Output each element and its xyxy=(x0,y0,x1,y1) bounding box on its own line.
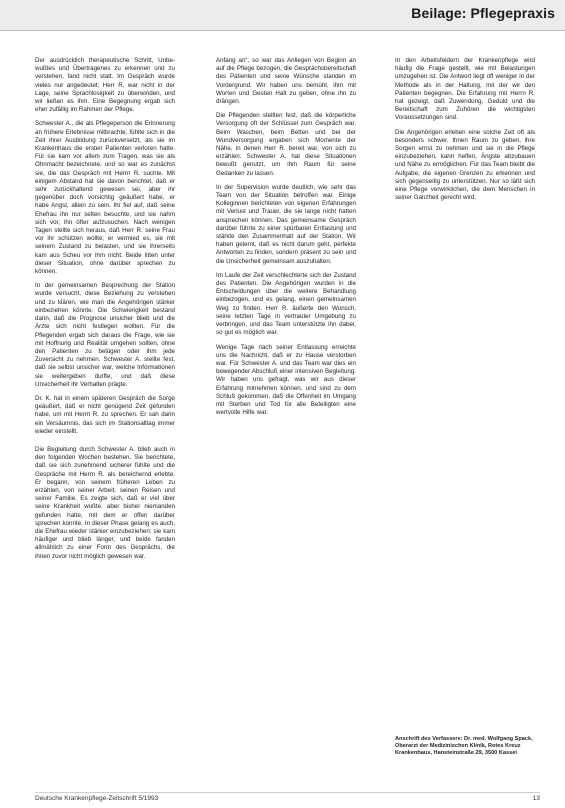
paragraph: In der Supervision wurde deutlich, wie sehr das Team von der Situation betroffen war. Einige Kolleginnen berichteten von eigenen Erfahrungen mit Verlust und Trauer, die sie lange nicht hatten ansprechen können. Das gemeinsame Gespräch darüber führte zu einer spürbaren Entlastung und stärkte den Zusammenhalt auf der Station. Wir haben gelernt, daß es nicht darum geht, perfekte Antworten zu finden, sondern präsent zu sein und die Unsicherheit gemeinsam auszuhalten. xyxy=(216,183,356,265)
paragraph: In den Arbeitsfeldern der Krankenpflege wird häufig die Frage gestellt, wie mit Belastungen umzugehen ist. Die Antwort liegt oft weniger in der Methode als in der Haltung, mit der wir den Patienten begegnen. Die Erfahrung mit Herrn R. hat gezeigt, daß Zuwendung, Geduld und die Bereitschaft zum Zuhören die wichtigsten Voraussetzungen sind. xyxy=(395,57,535,122)
paragraph: Die Pflegenden stellten fest, daß die körperliche Versorgung oft der Schlüssel zum Gespräch war. Beim Waschen, beim Betten und bei der Wundversorgung ergaben sich Momente der Nähe, in denen Herr R. bereit war, von sich zu erzählen. Schwester A. hat diese Situationen bewußt genutzt, um ihm Raum für seine Gedanken zu lassen. xyxy=(216,112,356,177)
paragraph: Die Begleitung durch Schwester A. blieb auch in den folgenden Wochen bestehen. Sie berichtete, daß sie sich zunehmend sicherer fühlte und die Gespräche mit Herrn R. als bereichernd erlebte. Er begann, von seinem früheren Leben zu erzählen, von seiner Arbeit, seinen Reisen und seiner Familie. Es zeigte sich, daß er viel über seine Krankheit wußte, aber bisher niemanden gefunden hatte, mit dem er offen darüber sprechen konnte. In dieser Phase gelang es auch, die Ehefrau wieder stärker einzubeziehen; sie kam häufiger und blieb länger, und beide fanden allmählich zu einer Form des Gesprächs, die ihnen zuvor nicht möglich gewesen war. xyxy=(35,445,175,560)
text-column-1 xyxy=(35,57,175,775)
paragraph: Dr. K. hat in einem späteren Gespräch die Sorge geäußert, daß er nicht genügend Zeit gefunden habe, um mit Herrn R. zu sprechen. Er sah darin ein Versäumnis, das sich im Stationsalltag immer wieder einstellt. xyxy=(35,394,175,435)
paragraph: Im Laufe der Zeit verschlechterte sich der Zustand des Patienten. Die Angehörigen wurden in die Entscheidungen über die weitere Behandlung einbezogen, und es gelang, einen gemeinsamen Weg zu finden. Herr R. äußerte den Wunsch, seine letzten Tage in vertrauter Umgebung zu verbringen, und das Team unterstützte ihn dabei, so gut es möglich war. xyxy=(216,271,356,337)
page-number: 13 xyxy=(532,795,540,802)
paragraph: Die Angehörigen erleben eine solche Zeit oft als besonders schwer. Ihnen Raum zu geben, ihre Sorgen ernst zu nehmen und sie in die Pflege einzubeziehen, kann helfen, Ängste abzubauen und Nähe zu ermöglichen. Für das Team bleibt die Aufgabe, die eigenen Grenzen zu erkennen und sich gegenseitig zu unterstützen. Nur so läßt sich eine Pflege verwirklichen, die dem Menschen in seiner Ganzheit gerecht wird. xyxy=(395,128,535,202)
text-column-3 xyxy=(395,57,535,307)
paragraph: Wenige Tage nach seiner Entlassung erreichte uns die Nachricht, daß er zu Hause verstorben war. Für Schwester A. und das Team war dies ein bewegender Abschluß einer intensiven Begleitung. Wir haben uns gefragt, was wir aus dieser Erfahrung mitnehmen können, und sind zu dem Schluß gekommen, daß die Offenheit im Umgang mit Sterben und Tod für alle Beteiligten eine wertvolle Hilfe war. xyxy=(216,343,356,417)
paragraph: Schwester A., die als Pflegeperson die Erinnerung an frühere Erlebnisse mitbrachte, fühlte sich in die Zeit ihrer Ausbildung zurückversetzt, als sie im Krankenhaus die ersten Patienten verloren hatte. Für sie kam vor allem zum Tragen, was sie als Ohnmacht bezeichnete, und so war es zunächst sie, die das Gespräch mit Herrn R. suchte. Mit einigem Abstand hat sie davon berichtet, daß er sehr zurückhaltend gewesen sei, aber ihr gegenüber doch vorsichtig geäußert habe, er habe Angst, allein zu sein. Ihr fiel auf, daß seine Ehefrau ihn nur selten besuchte, und sie nahm sich vor, ihn öfter aufzusuchen. Nach wenigen Tagen stellte sich heraus, daß Herr R. seine Frau vor ihr schützen wollte; er vermied es, sie mit seinem Zustand zu belasten, und sie ihrerseits kam aus Scheu vor ihm nicht. Beide litten unter dieser Situation, ohne darüber sprechen zu können. xyxy=(35,120,175,276)
author-address xyxy=(395,736,540,758)
paragraph: Anfang an“, so war das Anliegen von Beginn an auf die Pflege bezogen, die Gesprächsbereitschaft des Patienten und seine Wünsche standen im Vordergrund. Wir haben uns bemüht, ihm mit Worten und Gesten Halt zu geben, ohne ihn zu drängen. xyxy=(216,57,356,106)
section-title: Beilage: Pflegepraxis xyxy=(411,5,555,21)
author-address-label: Anschrift des Verfassers: xyxy=(395,736,463,742)
footer-divider xyxy=(35,792,540,793)
paragraph: In der gemeinsamen Besprechung der Station wurde versucht, diese Beziehung zu verstehen und zu klären, wie man die Angehörigen stärker einbeziehen könnte. Die Schwierigkeit bestand darin, daß die Prognose unsicher blieb und die Ärzte sich nicht festlegen wollten. Für die Pflegenden ergab sich daraus die Frage, wie sie mit Hoffnung und Realität umgehen sollten, ohne den Patienten zu belügen oder ihm jede Zuversicht zu nehmen. Schwester A. stellte fest, daß sie selbst unsicher war, welche Informationen sie weitergeben durfte, und daß diese Unsicherheit ihr Verhalten prägte. xyxy=(35,282,175,388)
paragraph: Der ausdrücklich therapeutische Schritt, Unbewußtes und Übertragenes zu erkennen und zu verstehen, fand nicht statt. Im Gespräch wurde vieles nur angedeutet; Herr R. war nicht in der Lage, seine Sprachlosigkeit zu überwinden, und wir ließen es ihm. Eine Begegnung ergab sich eher zufällig im Rahmen der Pflege. xyxy=(35,57,175,114)
journal-citation: Deutsche Krankenpflege-Zeitschrift 5/1993 xyxy=(35,795,159,802)
author-address-text: Dr. med. Wolfgang Spack, Oberarzt der Medizinischen Klinik, Rotes Kreuz Krankenhaus, Hansteinstraße 29, 3500 Kassel xyxy=(395,736,533,757)
text-column-2 xyxy=(216,57,356,775)
page-header xyxy=(0,0,565,31)
